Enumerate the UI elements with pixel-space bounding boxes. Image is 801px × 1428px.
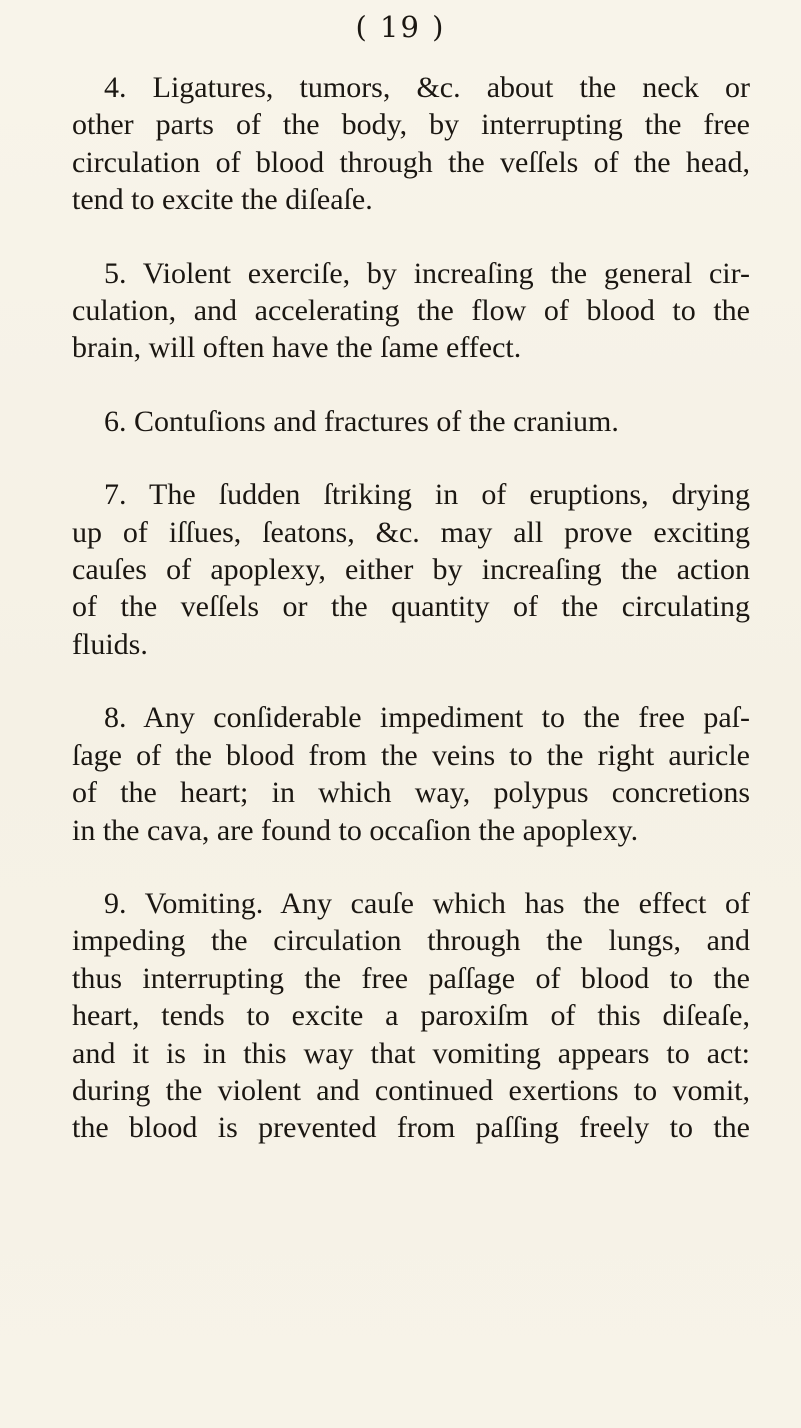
text-line: heart, tends to excite a paroxiſm of this diſeaſe, — [72, 999, 750, 1033]
text-line: 6. Contuſions and fractures of the cranium. — [104, 404, 619, 438]
paragraph-4 — [72, 69, 750, 219]
text-line: fluids. — [72, 627, 148, 661]
paragraph-9 — [72, 885, 750, 1147]
text-line: thus interrupting the free paſſage of blood to the — [72, 961, 750, 995]
text-line: brain, will often have the ſame effect. — [72, 331, 522, 365]
paragraph-8 — [72, 699, 750, 849]
text-line: of the veſſels or the quantity of the circulating — [72, 590, 750, 624]
paragraph-7 — [72, 476, 750, 663]
text-line: in the cava, are found to occaſion the apoplexy. — [72, 813, 639, 847]
paragraph-5 — [72, 255, 750, 367]
page-number: ( 19 ) — [355, 10, 446, 44]
text-line: of the heart; in which way, polypus concretions — [72, 776, 750, 810]
text-line: cauſes of apoplexy, either by increaſing the action — [72, 553, 750, 587]
text-line: circulation of blood through the veſſels of the head, — [72, 145, 750, 179]
text-line: tend to excite the diſeaſe. — [72, 183, 373, 217]
text-line: other parts of the body, by interrupting the free — [72, 108, 750, 142]
text-line: culation, and accelerating the flow of blood to the — [72, 294, 750, 328]
text-line: up of iſſues, ſeatons, &c. may all prove exciting — [72, 515, 750, 549]
text-line: the blood is prevented from paſſing freely to the — [72, 1111, 750, 1145]
text-line: 5. Violent exerciſe, by increaſing the general cir- — [104, 256, 750, 290]
text-line: ſage of the blood from the veins to the right auricle — [72, 738, 750, 772]
text-line: and it is in this way that vomiting appears to act: — [72, 1036, 750, 1070]
text-line: 9. Vomiting. Any cauſe which has the effect of — [104, 886, 750, 920]
text-line: impeding the circulation through the lungs, and — [72, 924, 750, 958]
paragraph-6 — [72, 403, 750, 440]
text-line: during the violent and continued exertions to vomit, — [72, 1073, 750, 1107]
body-text — [72, 69, 750, 1147]
text-line: 8. Any conſiderable impediment to the free paſ- — [104, 701, 750, 735]
text-line: 7. The ſudden ſtriking in of eruptions, drying — [104, 478, 750, 512]
text-line: 4. Ligatures, tumors, &c. about the neck or — [104, 71, 750, 104]
